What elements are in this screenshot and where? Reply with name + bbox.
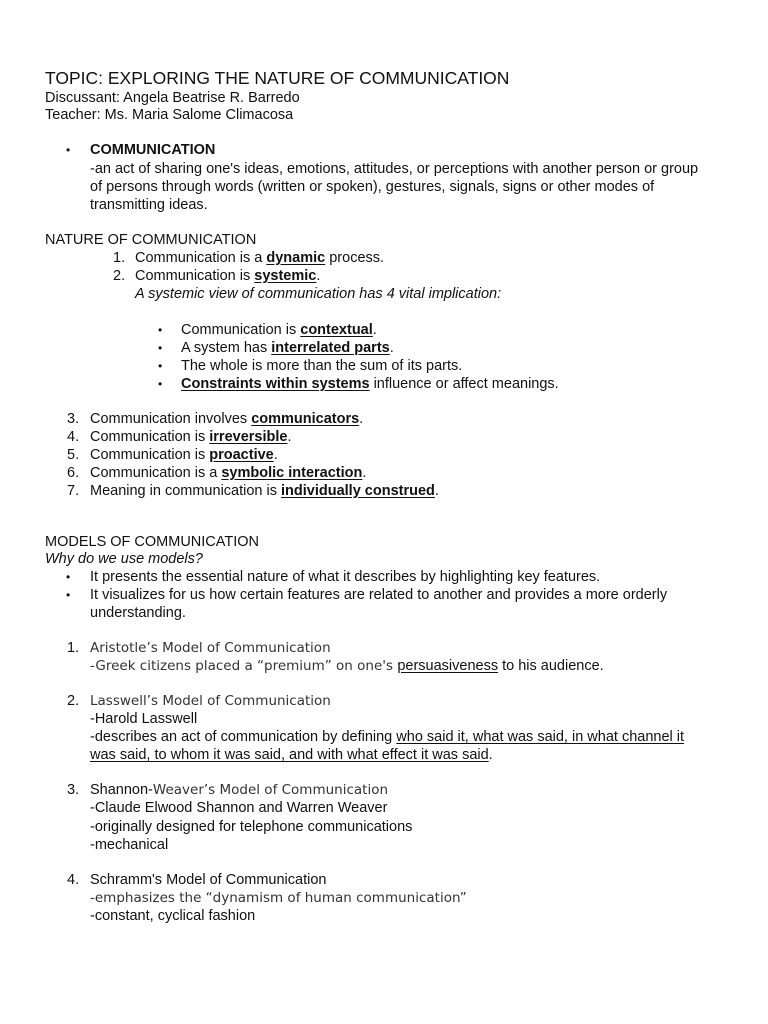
definition-line: transmitting ideas. (90, 197, 208, 213)
model-name: Shannon-Weaver’s Model of Communication (90, 782, 389, 798)
bullet-marker: • (158, 341, 163, 355)
reason-item: understanding. (90, 605, 186, 621)
key-term: proactive (209, 447, 274, 463)
key-term: symbolic interaction (221, 465, 363, 481)
systemic-note: A systemic view of communication has 4 vital implication: (135, 286, 502, 302)
model-description: -Greek citizens placed a “premium” on one's persuasiveness to his audience. (90, 658, 604, 674)
model-description: -emphasizes the “dynamism of human communication” (90, 890, 467, 906)
implication-item: A system has interrelated parts. (181, 340, 394, 356)
model-description: -describes an act of communication by defining who said it, what was said, in what channel it (90, 729, 685, 745)
list-number: 1. (67, 640, 80, 656)
reason-item: It visualizes for us how certain features are related to another and provides a more orderly (90, 587, 668, 603)
definition-term: COMMUNICATION (90, 142, 216, 158)
model-description: -mechanical (90, 837, 169, 853)
key-term: interrelated parts (271, 340, 390, 356)
reason-item: It presents the essential nature of what it describes by highlighting key features. (90, 569, 601, 585)
definition-line: -an act of sharing one's ideas, emotions, attitudes, or perceptions with another person or group (90, 161, 699, 177)
bullet-marker: • (158, 359, 163, 373)
model-person: -Claude Elwood Shannon and Warren Weaver (90, 800, 388, 816)
model-description: -constant, cyclical fashion (90, 908, 256, 924)
definition-line: of persons through words (written or spoken), gestures, signals, signs or other modes of (90, 179, 655, 195)
key-term: Constraints within systems (181, 376, 370, 392)
bullet-marker: • (66, 588, 71, 602)
key-term: contextual (300, 322, 373, 338)
bullet-marker: • (66, 570, 71, 584)
model-description: -originally designed for telephone communications (90, 819, 413, 835)
bullet-marker: • (158, 323, 163, 337)
list-number: 2. (67, 693, 80, 709)
implication-item: Constraints within systems influence or affect meanings. (181, 376, 559, 392)
key-term: was said, to whom it was said, and with what effect it was said (90, 747, 489, 763)
nature-item: Communication is proactive. (90, 447, 278, 463)
list-number: 7. (67, 483, 80, 499)
nature-heading: NATURE OF COMMUNICATION (45, 232, 257, 248)
list-number: 5. (67, 447, 80, 463)
key-term: individually construed (281, 483, 435, 499)
bullet-marker: • (158, 377, 163, 391)
key-term: persuasiveness (397, 658, 499, 674)
key-term: systemic (254, 268, 317, 284)
key-term: dynamic (266, 250, 326, 266)
nature-item: Communication is irreversible. (90, 429, 292, 445)
model-person: -Harold Lasswell (90, 711, 198, 727)
models-heading: MODELS OF COMMUNICATION (45, 534, 260, 550)
nature-item: Communication is systemic. (135, 268, 321, 284)
model-name: Lasswell’s Model of Communication (90, 693, 331, 709)
key-term: who said it, what was said, in what channel it (396, 729, 685, 745)
bullet-marker: • (66, 143, 71, 157)
list-number: 3. (67, 782, 80, 798)
list-number: 4. (67, 872, 80, 888)
list-number: 6. (67, 465, 80, 481)
teacher-line: Teacher: Ms. Maria Salome Climacosa (45, 107, 294, 123)
list-number: 2. (113, 268, 126, 284)
key-term: irreversible (209, 429, 288, 445)
implication-item: Communication is contextual. (181, 322, 377, 338)
discussant-line: Discussant: Angela Beatrise R. Barredo (45, 90, 300, 106)
nature-item: Communication involves communicators. (90, 411, 364, 427)
models-why: Why do we use models? (45, 551, 203, 567)
list-number: 1. (113, 250, 126, 266)
implication-item: The whole is more than the sum of its parts. (181, 358, 463, 374)
model-name: Schramm's Model of Communication (90, 872, 327, 888)
nature-item: Communication is a dynamic process. (135, 250, 385, 266)
model-name: Aristotle’s Model of Communication (90, 640, 331, 656)
page-title: TOPIC: EXPLORING THE NATURE OF COMMUNICATION (45, 68, 510, 88)
nature-item: Meaning in communication is individually construed. (90, 483, 439, 499)
list-number: 3. (67, 411, 80, 427)
nature-item: Communication is a symbolic interaction. (90, 465, 367, 481)
key-term: communicators (251, 411, 360, 427)
list-number: 4. (67, 429, 80, 445)
model-description: was said, to whom it was said, and with what effect it was said. (90, 747, 493, 763)
